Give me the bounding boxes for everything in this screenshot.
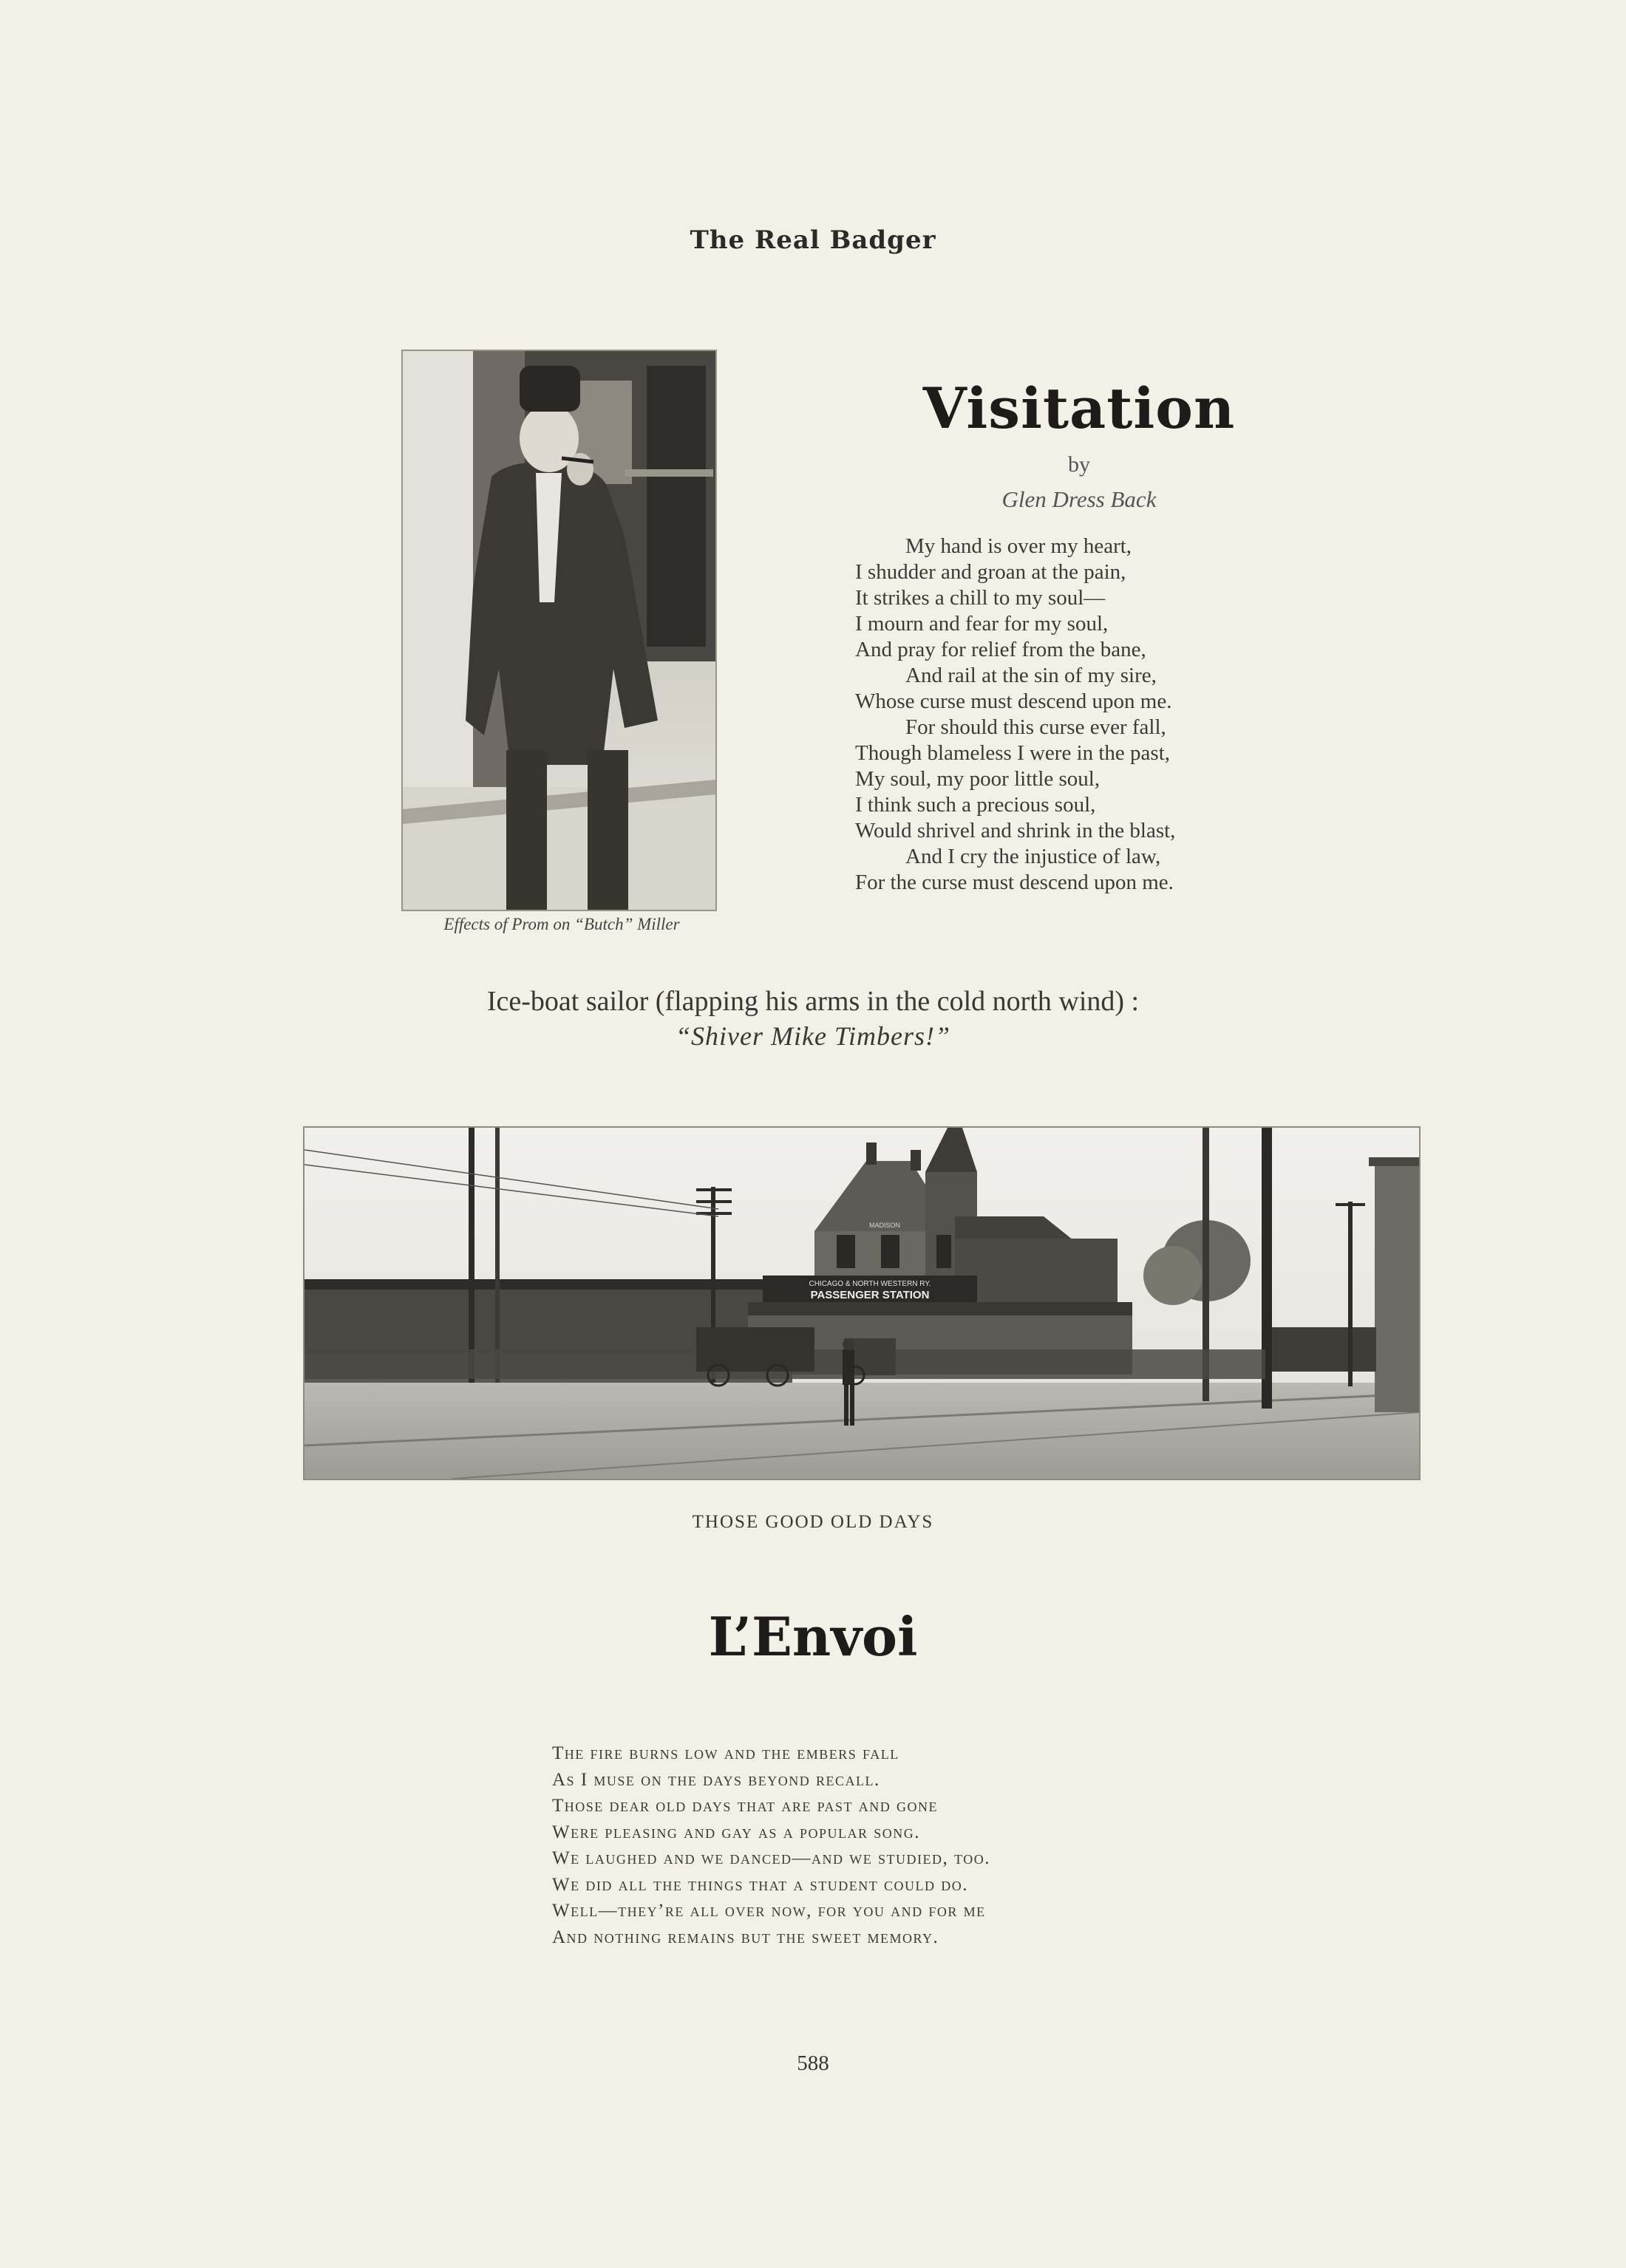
poem-line: And pray for relief from the bane,	[855, 638, 1146, 661]
joke-setup: Ice-boat sailor (flapping his arms in the cold north wind) :	[486, 986, 1140, 1017]
poem-line: And I cry the injustice of law,	[905, 845, 1161, 868]
poem-line: For the curse must descend upon me.	[855, 871, 1174, 894]
envoi-line: We laughed and we danced—and we studied, too.	[552, 1848, 990, 1868]
portrait-photo	[401, 350, 717, 911]
poem-line: My hand is over my heart,	[905, 534, 1132, 558]
poem-body	[855, 534, 1328, 896]
station-photo	[303, 1126, 1421, 1480]
poem-line: And rail at the sin of my sire,	[905, 664, 1157, 687]
envoi-line: Well—they’re all over now, for you and for me	[552, 1901, 986, 1921]
station-sign-railway: CHICAGO & NORTH WESTERN RY.	[809, 1280, 931, 1288]
envoi-title: L’Envoi	[708, 1605, 918, 1668]
poem-line: For should this curse ever fall,	[905, 715, 1166, 739]
poem-line: Whose curse must descend upon me.	[855, 689, 1172, 713]
poem-byline: by	[1068, 452, 1090, 477]
poem-line: I shudder and groan at the pain,	[855, 560, 1126, 584]
station-caption: THOSE GOOD OLD DAYS	[692, 1512, 934, 1532]
envoi-line: And nothing remains but the sweet memory.	[552, 1927, 939, 1947]
envoi-body	[552, 1740, 1217, 1950]
poem-line: Though blameless I were in the past,	[855, 741, 1171, 765]
poem-line: I think such a precious soul,	[855, 793, 1096, 817]
envoi-line: Those dear old days that are past and gone	[552, 1796, 938, 1816]
envoi-line: As I muse on the days beyond recall.	[552, 1769, 880, 1790]
portrait-caption: Effects of Prom on “Butch” Miller	[443, 915, 680, 933]
envoi-line: We did all the things that a student could do.	[552, 1874, 969, 1895]
poem-line: Would shrivel and shrink in the blast,	[855, 819, 1176, 842]
poem-line: It strikes a chill to my soul—	[855, 586, 1106, 610]
poem-title: Visitation	[922, 375, 1236, 441]
station-sign-madison: MADISON	[868, 1222, 901, 1229]
envoi-line: The fire burns low and the embers fall	[552, 1743, 899, 1763]
joke-punchline: “Shiver Mike Timbers!”	[676, 1021, 950, 1051]
station-sign-passenger: PASSENGER STATION	[810, 1289, 930, 1301]
station-photo-image	[305, 1128, 1419, 1479]
page-number: 588	[797, 2051, 829, 2075]
poem-line: I mourn and fear for my soul,	[855, 612, 1109, 636]
poem-line: My soul, my poor little soul,	[855, 767, 1101, 791]
envoi-line: Were pleasing and gay as a popular song.	[552, 1822, 920, 1842]
running-head: The Real Badger	[690, 225, 936, 255]
poem-author: Glen Dress Back	[1001, 486, 1157, 512]
portrait-photo-image	[403, 351, 715, 910]
